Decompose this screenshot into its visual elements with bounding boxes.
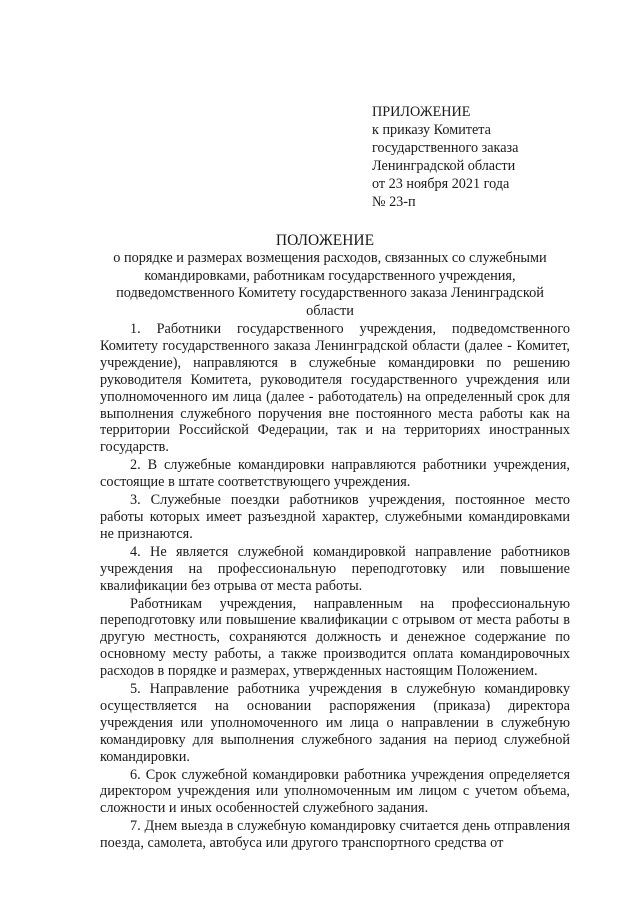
paragraph: Работникам учреждения, направленным на профессиональную переподготовку или повышение квалификации с отрывом от места работы в другую местность, сохраняются должность и денежное содержание по основному месту работы, а также производится оплата командировочных расходов в порядке и размерах, утвержденных настоящим Положением. <box>100 595 570 680</box>
paragraph: 1. Работники государственного учреждения, подведомственного Комитету государственного заказа Ленинградской области (далее - Комитет, учреждение), направляются в служебные командировки по решению руководителя Комитета, руководителя государственного учреждения или уполномоченного им лица (далее - работодатель) на определенный срок для выполнения служебного поручения вне постоянного места работы как на территории Российской Федерации, так и на территориях иностранных государств. <box>100 321 570 456</box>
document-body <box>100 321 570 853</box>
paragraph: 7. Днем выезда в служебную командировку считается день отправления поезда, самолета, автобуса или другого транспортного средства от <box>100 818 570 852</box>
paragraph: 5. Направление работника учреждения в служебную командировку осуществляется на основании распоряжения (приказа) директора учреждения или уполномоченного им лица о направлении в служебную командировку для выполнения служебного задания на период служебной командировки. <box>100 681 570 765</box>
appendix-line: Ленинградской области <box>372 158 516 174</box>
paragraph: 2. В служебные командировки направляются работники учреждения, состоящие в штате соответствующего учреждения. <box>100 457 570 491</box>
paragraph: 4. Не является служебной командировкой направление работников учреждения на профессиональную переподготовку или повышение квалификации без отрыва от места работы. <box>100 543 570 594</box>
paragraph: 6. Срок служебной командировки работника учреждения определяется директором учреждения или уполномоченным им лицом с учетом объема, сложности и иных особенностей служебного задания. <box>100 766 570 817</box>
appendix-block <box>372 103 518 211</box>
appendix-line: государственного заказа <box>372 140 519 156</box>
document-title: ПОЛОЖЕНИЕ <box>275 232 375 249</box>
appendix-heading: ПРИЛОЖЕНИЕ <box>372 104 471 120</box>
document-subtitle: о порядке и размерах возмещения расходов, связанных со служебными командировками, работникам государственного учреждения, подведомственного Комитету государственного заказа Ленинградской области <box>113 250 547 319</box>
paragraph: 3. Служебные поездки работников учреждения, постоянное место работы которых имеет разъездной характер, служебными командировками не признаются. <box>100 492 570 542</box>
appendix-line: от 23 ноября 2021 года <box>372 176 510 192</box>
appendix-line: к приказу Комитета <box>372 122 491 138</box>
appendix-line: № 23-п <box>372 194 416 210</box>
